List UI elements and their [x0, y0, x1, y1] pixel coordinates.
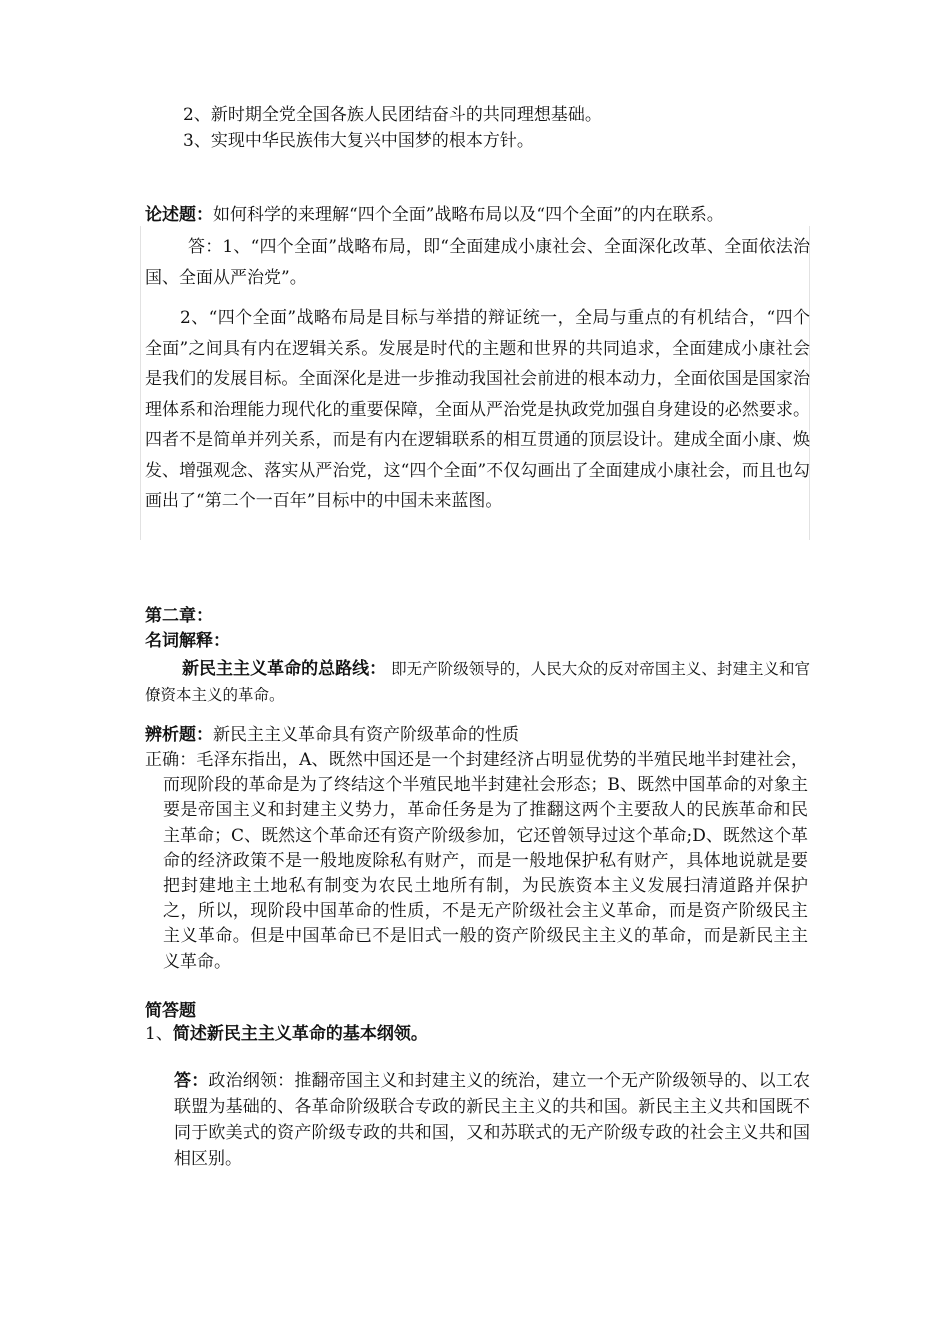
- essay-answer-1: 答：1、“四个全面”战略布局，即“全面建成小康社会、全面深化改革、全面依法治国、全面从严治党”。: [145, 237, 810, 288]
- intro-line-3: 3、实现中华民族伟大复兴中国梦的根本方针。: [183, 131, 534, 151]
- analysis-question: [145, 723, 519, 747]
- short-q1-answer-text: 政治纲领：推翻帝国主义和封建主义的统治，建立一个无产阶级领导的、以工农联盟为基础的、各革命阶级联合专政的新民主主义的共和国。新民主主义共和国既不同于欧美式的资产阶级专政的共和国，又和苏联式的无产阶级专政的社会主义共和国相区别。: [174, 1071, 811, 1169]
- short-q1-answer: [174, 1068, 810, 1172]
- short-q1-answer-label: 答：: [174, 1071, 209, 1091]
- short-q1-number: 1、: [145, 1024, 173, 1044]
- essay-question-text: 如何科学的来理解“四个全面”战略布局以及“四个全面”的内在联系。: [213, 205, 724, 225]
- term-def-text: 即无产阶级领导的，人民大众的反对帝国主义、封建主义和官僚资本主义的革命。: [145, 660, 810, 704]
- term-definition: [145, 656, 810, 708]
- analysis-answer: 正确：毛泽东指出，A、既然中国还是一个封建经济占明显优势的半殖民地半封建社会，而现阶段的革命是为了终结这个半殖民地半封建社会形态；B、既然中国革命的对象主要是帝国主义和封建主义势力，革命任务是为了推翻这两个主要敌人的民族革命和民主革命；C、既然这个革命还有资产阶级参加，它还曾领导过这个革命;D、既然这个革命的经济政策不是一般地废除私有财产，而是一般地保护私有财产，具体地说就是要把封建地主土地私有制变为农民土地所有制，为民族资本主义发展扫清道路并保护之，所以，现阶段中国革命的性质，不是无产阶级社会主义革命，而是资产阶级民主主义革命。但是中国革命已不是旧式一般的资产阶级民主主义的革命，而是新民主主义革命。: [145, 750, 808, 972]
- term-label: 新民主主义革命的总路线：: [182, 659, 387, 679]
- analysis-label: 辨析题：: [145, 725, 213, 745]
- short-q1-text: 简述新民主主义革命的基本纲领。: [172, 1024, 428, 1044]
- short-answer-heading: 简答题: [145, 1001, 196, 1021]
- chapter-heading: 第二章：: [145, 606, 213, 626]
- analysis-statement: 新民主主义革命具有资产阶级革命的性质: [213, 725, 519, 745]
- essay-question: [145, 203, 724, 227]
- essay-answer-2: 2、“四个全面”战略布局是目标与举措的辩证统一，全局与重点的有机结合，“四个全面”之间具有内在逻辑关系。发展是时代的主题和世界的共同追求，全面建成小康社会是我们的发展目标。全面深化是进一步推动我国社会前进的根本动力，全面依国是国家治理体系和治理能力现代化的重要保障，全面从严治党是执政党加强自身建设的必然要求。四者不是简单并列关系，而是有内在逻辑联系的相互贯通的顶层设计。建成全面小康、焕发、增强观念、落实从严治党，这“四个全面”不仅勾画出了全面建成小康社会，而且也勾画出了“第二个一百年”目标中的中国未来蓝图。: [145, 308, 810, 511]
- essay-label: 论述题：: [145, 205, 213, 225]
- short-q1: [145, 1022, 428, 1046]
- term-heading: 名词解释：: [145, 631, 230, 651]
- intro-line-2: 2、新时期全党全国各族人民团结奋斗的共同理想基础。: [183, 105, 602, 125]
